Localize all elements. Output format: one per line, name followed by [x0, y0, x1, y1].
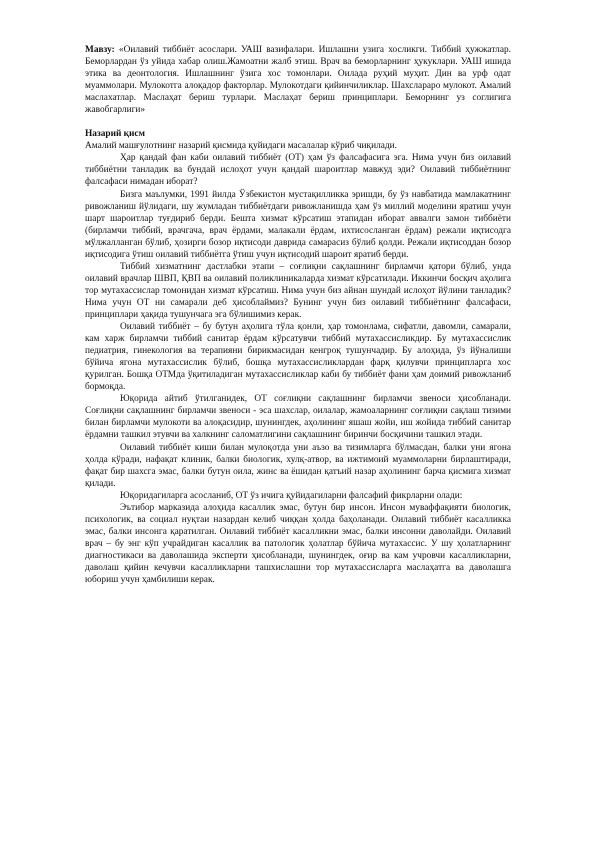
paragraph: Оилавий тиббиёт – бу бутун аҳолига тўла қонли, ҳар томонлама, сифатли, давомли, самарали, кам харж бирламчи тиббий санитар ёрдам кўрсатувчи тиббий мутахассисликдир. Бу мутахассислик педиатрия, гинекология ва терапияни бирикмасидан кенгроқ тушунчадир. Бу алоҳида, ўз йўналиши бўйича ягона мутахассислик бўлиб, бошқа мутахассисликлардан фарқ қилувчи принципларга хос қурилган. Бошқа ОТМда ўқитиладиган мутахассисликлар каби бу тиббиёт фани ҳам доимий ривожланиб бормоқда. [85, 322, 511, 393]
paragraph: Юқорида айтиб ўтилганидек, ОТ соғлиқни сақлашнинг бирламчи звеноси ҳисобланади. Соғлиқни сақлашнинг бирламчи звеноси - эса шахслар, оилалар, жамоаларнинг соғлиқни сақлаш тизими билан бирламчи мулокоти ва алоқасидир, шунингдек, аҳолининг яшаш жойи, иш жойида тиббий санитар ёрдамни ташкил этувчи ва халкнинг саломатлигини сақлашнинг биринчи босқичини ташкил этади. [85, 394, 511, 441]
paragraph-intro: Амалий машғулотнинг назарий қисмида қуйидаги масалалар кўриб чиқилади. [85, 141, 397, 152]
paragraph: Юқоридагиларга асосланиб, ОТ ўз ичига қуйидагиларни фалсафий фикрларни олади: [120, 490, 463, 501]
paragraph: Оилавий тиббиёт киши билан мулоқотда уни аъзо ва тизимларга бўлмасдан, балки уни ягона ҳолда кўради, нафақат клиник, балки биологик, хулқ-атвор, ва ижтимоий муаммоларни бирлаштиради, фақат бир шахсга эмас, балки бутун оила, жинс ва ёшидан қатъий назар аҳолининг барча қисмига хизмат қилади. [85, 442, 511, 489]
topic-block [85, 44, 511, 116]
paragraph: Эътибор марказида алоҳида касаллик эмас, бутун бир инсон. Инсон муваффақияти биологик, психологик, ва социал нуқтаи назардан келиб чиққан ҳолда баҳоланади. Оилавий тиббиёт касалликка эмас, балки инсонга қаратилган. Оилавий тиббиёт касалликни эмас, балки инсонни даволайди. Оилавий врач – бу энг кўп учрайдиган касаллик ва патологик ҳолатлар бўйича мутахассис. У шу ҳолатларнинг диагностикаси ва даволашида эксперти ҳисобланади, шунингдек, оғир ва кам учровчи касалликларни, даволаш қийин кечувчи касалликларни ташхислашни тор мутахассисларга маслаҳатга ва даволашга юбориш учун ҳамбилиши керак. [85, 502, 511, 586]
paragraph: Бизга маълумки, 1991 йилда Ўзбекистон мустақилликка эришди, бу ўз навбатида мамлакатнинг ривожланиш йўлидаги, шу жумладан тиббиётдаги ривожланишда ҳам ўз миллий моделини яратиш учун шарт шароитлар туғдириб берди. Бешта хизмат кўрсатиш этапидан иборат аввалги замон тиббиёти (бирламчи тиббий, врачгача, врач ёрдами, малакали ёрдам, ихтисосланган ёрдам) режали иқтисодга мўлжалланган бўлиб, ҳозирги бозор иқтисоди даврида самарасиз бўлиб қолди. Режали иқтисоддан бозор иқтисодига ўтиш оилавий тиббиётга ўтиш учун иқтисодий шароит яратиб берди. [85, 189, 511, 260]
paragraph: Тиббий хизматнинг дастлабки этапи – соғлиқни сақлашнинг бирламчи қатори бўлиб, унда оилавий врачлар ШВП, ҚВП ва оилавий поликлиникаларда хизмат кўрсатилади. Иккинчи босқич аҳолига тор мутахассислар томонидан хизмат кўрсатиш. Нима учун биз айнан шундай ислоҳот йўлини танладик? Нима учун ОТ ни самарали деб ҳисоблаймиз? Бунинг учун биз оилавий тиббиётнинг фалсафаси, принциплари ҳақида тушунчага эга бўлишимиз керак. [85, 261, 511, 320]
section-title: Назарий қисм [85, 129, 145, 140]
topic-label: Мавзу: [85, 45, 115, 55]
document-page [85, 44, 511, 586]
topic-text: «Оилавий тиббиёт асослари. УАШ вазифалари. Ишлашни узига хосликги. Тиббий ҳужжатлар. Беморлардан ўз уйида хабар олиш.Жамоатни жалб этиш. Врач ва беморларнинг ҳукуклари. УАШ ишида этика ва деонтология. Ишлашнинг ўзига хос томонлари. Оилада руҳий муҳит. Дин ва урф одат муаммолари. Мулокотга алоқадор факторлар. Мулокотдаги қийинчиликлар. Шахслараро мулокот. Амалий маслахатлар. Маслаҳат бериш турлари. Маслаҳат бериш принциплари. Беморнинг уз соглигига жавобгарлиги» [85, 45, 511, 116]
paragraph: Ҳар қандай фан каби оилавий тиббиёт (ОТ) ҳам ўз фалсафасига эга. Нима учун биз оилавий тиббиётни танладик ва бундай ислоҳот учун қандай шароитлар мавжуд эди? Оилавий тиббиётнинг фалсафаси нимадан иборат? [85, 153, 511, 188]
